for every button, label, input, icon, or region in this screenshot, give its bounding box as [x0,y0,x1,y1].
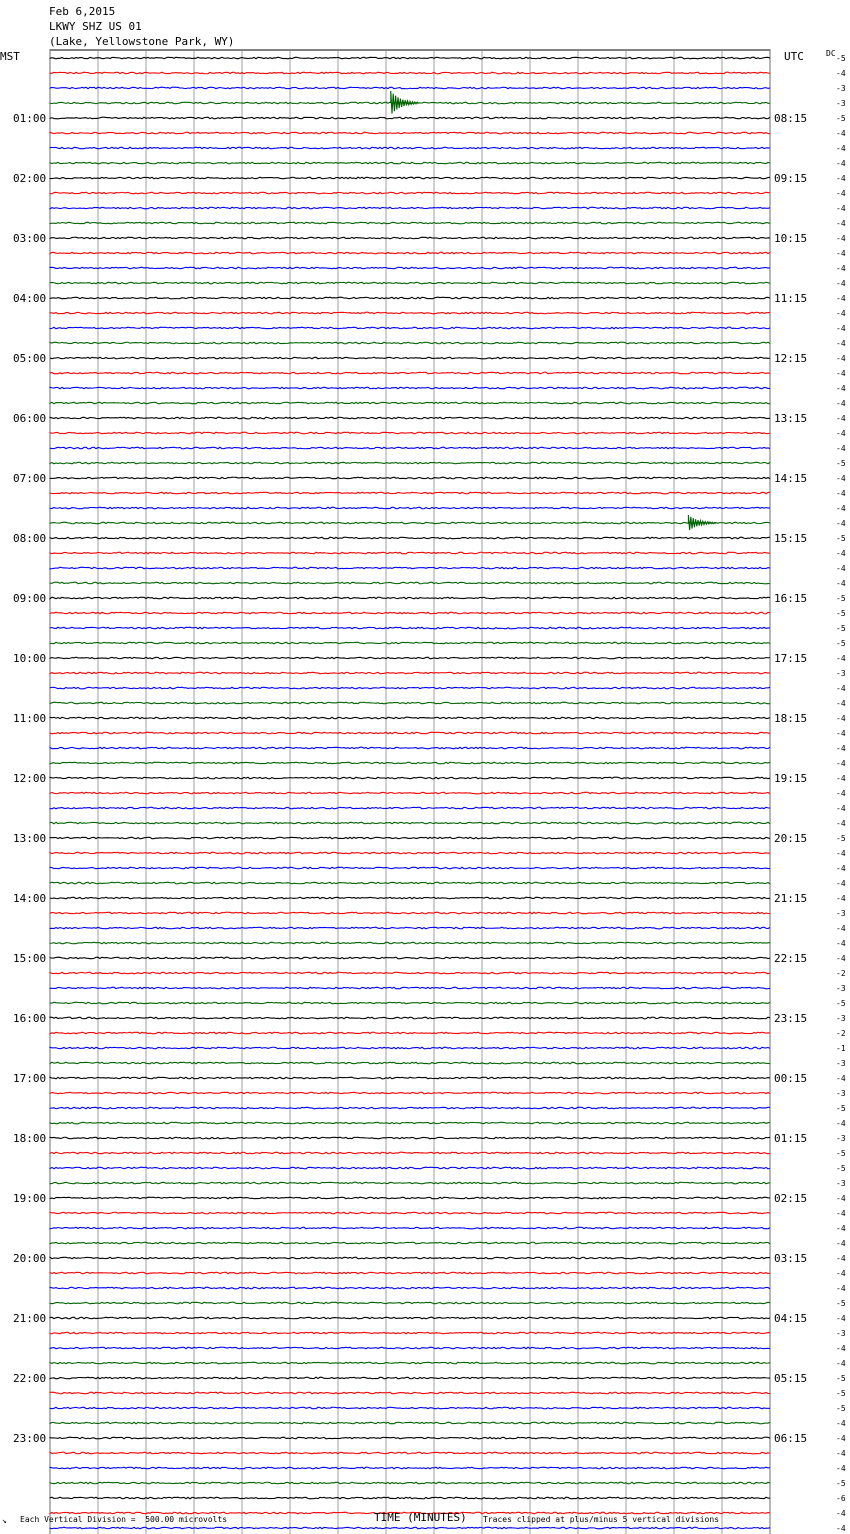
right-hour-label: 13:15 [774,412,808,425]
trace-32 [50,537,770,539]
trace-91 [50,1422,770,1424]
trace-offset-label: -4 [836,1314,846,1323]
right-hour-label: 09:15 [774,172,808,185]
trace-71 [50,1122,770,1124]
right-hour-label: 12:15 [774,352,808,365]
trace-offset-label: -4 [836,744,846,753]
trace-offset-label: -3 [836,84,846,93]
trace-33 [50,552,770,554]
left-hour-label: 06:00 [13,412,47,425]
trace-offset-label: -4 [836,1254,846,1263]
trace-66 [50,1047,770,1049]
trace-61 [50,972,770,974]
trace-offset-label: -4 [836,1419,846,1428]
trace-8 [50,177,770,179]
trace-offset-label: -4 [836,1434,846,1443]
left-hour-label: 16:00 [13,1012,47,1025]
trace-offset-label: -4 [836,684,846,693]
left-hour-label: 12:00 [13,772,47,785]
trace-12 [50,237,770,239]
trace-53 [50,852,770,854]
trace-5 [50,132,770,134]
right-hour-label: 02:15 [774,1192,808,1205]
trace-29 [50,492,770,494]
trace-56 [50,897,770,899]
trace-59 [50,942,770,944]
trace-offset-label: -5 [836,1374,846,1383]
trace-57 [50,912,770,914]
trace-74 [50,1167,770,1169]
dc-label: DC [826,49,836,58]
trace-80 [50,1257,770,1259]
trace-offset-label: -4 [836,1509,846,1518]
trace-6 [50,147,770,149]
trace-offset-label: -4 [836,1209,846,1218]
trace-offset-label: -4 [836,204,846,213]
trace-offset-label: -4 [836,804,846,813]
right-hour-label: 11:15 [774,292,808,305]
left-hour-label: 07:00 [13,472,47,485]
trace-78 [50,1227,770,1229]
trace-49 [50,792,770,794]
trace-offset-label: -4 [836,69,846,78]
trace-offset-label: -4 [836,309,846,318]
trace-13 [50,252,770,254]
trace-offset-label: -3 [836,1014,846,1023]
trace-51 [50,822,770,824]
trace-offset-label: -4 [836,894,846,903]
trace-35 [50,582,770,584]
trace-offset-label: -4 [836,189,846,198]
event-burst-1 [688,515,716,530]
trace-23 [50,402,770,404]
trace-48 [50,777,770,779]
trace-offset-label: -5 [836,594,846,603]
trace-offset-label: -4 [836,1074,846,1083]
left-hour-label: 11:00 [13,712,47,725]
left-hour-label: 15:00 [13,952,47,965]
trace-offset-label: -4 [836,849,846,858]
trace-offset-label: -4 [836,654,846,663]
left-hour-label: 18:00 [13,1132,47,1145]
trace-4 [50,117,770,119]
trace-19 [50,342,770,344]
trace-94 [50,1467,770,1469]
right-hour-label: 04:15 [774,1312,808,1325]
right-hour-label: 20:15 [774,832,808,845]
trace-offset-label: -4 [836,924,846,933]
trace-offset-label: -4 [836,864,846,873]
trace-offset-label: -4 [836,429,846,438]
trace-offset-label: -5 [836,1389,846,1398]
left-hour-label: 13:00 [13,832,47,845]
trace-offset-label: -4 [836,1224,846,1233]
trace-offset-label: -4 [836,249,846,258]
trace-16 [50,297,770,299]
left-hour-label: 23:00 [13,1432,47,1445]
trace-offset-label: -4 [836,954,846,963]
trace-offset-label: -4 [836,879,846,888]
trace-28 [50,477,770,479]
trace-offset-label: -3 [836,909,846,918]
trace-39 [50,642,770,644]
right-hour-label: 15:15 [774,532,808,545]
trace-96 [50,1497,770,1499]
trace-26 [50,447,770,449]
trace-offset-label: -4 [836,369,846,378]
trace-offset-label: -4 [836,489,846,498]
trace-offset-label: -4 [836,384,846,393]
trace-60 [50,957,770,959]
trace-offset-label: -4 [836,564,846,573]
trace-offset-label: -5 [836,54,846,63]
left-hour-label: 19:00 [13,1192,47,1205]
trace-offset-label: -4 [836,1119,846,1128]
trace-offset-label: -5 [836,1404,846,1413]
trace-73 [50,1152,770,1154]
left-hour-label: 08:00 [13,532,47,545]
plot-frame [50,50,770,1534]
trace-offset-label: -4 [836,324,846,333]
trace-15 [50,282,770,284]
trace-offset-label: -5 [836,534,846,543]
trace-offset-label: -4 [836,129,846,138]
trace-58 [50,927,770,929]
trace-offset-label: -4 [836,279,846,288]
trace-offset-label: -3 [836,984,846,993]
trace-offset-label: -4 [836,549,846,558]
trace-46 [50,747,770,749]
location-label: (Lake, Yellowstone Park, WY) [49,35,235,48]
scale-note: Each Vertical Division = 500.00 microvolts [20,1515,228,1524]
trace-offset-label: -4 [836,354,846,363]
trace-offset-label: -4 [836,234,846,243]
right-timezone-label: UTC [784,50,804,63]
event-burst-0 [391,91,419,114]
trace-offset-label: -3 [836,99,846,108]
trace-67 [50,1062,770,1064]
right-hour-label: 06:15 [774,1432,808,1445]
trace-offset-label: -4 [836,1449,846,1458]
trace-98 [50,1527,770,1529]
right-hour-label: 14:15 [774,472,808,485]
left-hour-label: 20:00 [13,1252,47,1265]
left-hour-label: 01:00 [13,112,47,125]
trace-offset-label: -4 [836,1359,846,1368]
trace-18 [50,327,770,329]
trace-offset-label: -2 [836,1029,846,1038]
trace-79 [50,1242,770,1244]
trace-89 [50,1392,770,1394]
trace-offset-label: -4 [836,759,846,768]
trace-93 [50,1452,770,1454]
trace-offset-label: -4 [836,414,846,423]
right-hour-label: 23:15 [774,1012,808,1025]
trace-offset-label: -3 [836,1329,846,1338]
left-hour-label: 22:00 [13,1372,47,1385]
right-hour-label: 21:15 [774,892,808,905]
trace-offset-label: -5 [836,1479,846,1488]
trace-offset-label: -5 [836,1149,846,1158]
right-hour-label: 00:15 [774,1072,808,1085]
trace-84 [50,1317,770,1319]
trace-offset-label: -4 [836,1269,846,1278]
trace-1 [50,72,770,74]
right-hour-label: 16:15 [774,592,808,605]
trace-83 [50,1302,770,1304]
trace-21 [50,372,770,374]
trace-47 [50,762,770,764]
trace-offset-label: -5 [836,1299,846,1308]
left-hour-label: 09:00 [13,592,47,605]
trace-70 [50,1107,770,1109]
trace-87 [50,1362,770,1364]
trace-offset-label: -3 [836,1134,846,1143]
trace-offset-label: -5 [836,624,846,633]
trace-14 [50,267,770,269]
trace-offset-label: -5 [836,639,846,648]
station-label: LKWY SHZ US 01 [49,20,142,33]
trace-43 [50,702,770,704]
trace-offset-label: -4 [836,219,846,228]
trace-offset-label: -5 [836,459,846,468]
trace-52 [50,837,770,839]
trace-offset-label: -4 [836,264,846,273]
left-hour-label: 04:00 [13,292,47,305]
trace-offset-label: -4 [836,339,846,348]
trace-0 [50,57,770,59]
trace-offset-label: -4 [836,1524,846,1533]
left-hour-label: 14:00 [13,892,47,905]
trace-64 [50,1017,770,1019]
trace-11 [50,222,770,224]
trace-27 [50,462,770,464]
trace-offset-label: -4 [836,444,846,453]
trace-72 [50,1137,770,1139]
trace-offset-label: -4 [836,939,846,948]
right-hour-label: 18:15 [774,712,808,725]
trace-44 [50,717,770,719]
trace-offset-label: -4 [836,1284,846,1293]
trace-offset-label: -4 [836,1464,846,1473]
right-hour-label: 01:15 [774,1132,808,1145]
trace-offset-label: -3 [836,1089,846,1098]
clip-note: Traces clipped at plus/minus 5 vertical divisions [483,1515,720,1524]
trace-offset-label: -4 [836,579,846,588]
trace-40 [50,657,770,659]
trace-22 [50,387,770,389]
left-hour-label: 05:00 [13,352,47,365]
trace-37 [50,612,770,614]
trace-offset-label: -5 [836,1164,846,1173]
trace-offset-label: -5 [836,609,846,618]
trace-offset-label: -4 [836,699,846,708]
trace-36 [50,597,770,599]
left-hour-label: 03:00 [13,232,47,245]
right-hour-label: 22:15 [774,952,808,965]
trace-10 [50,207,770,209]
trace-54 [50,867,770,869]
trace-offset-label: -1 [836,1044,846,1053]
right-hour-label: 17:15 [774,652,808,665]
trace-offset-label: -4 [836,174,846,183]
trace-offset-label: -5 [836,1104,846,1113]
trace-88 [50,1377,770,1379]
left-hour-label: 21:00 [13,1312,47,1325]
trace-offset-label: -4 [836,399,846,408]
trace-offset-label: -5 [836,999,846,1008]
left-hour-label: 17:00 [13,1072,47,1085]
trace-offset-label: -3 [836,1059,846,1068]
trace-20 [50,357,770,359]
trace-69 [50,1092,770,1094]
trace-45 [50,732,770,734]
trace-68 [50,1077,770,1079]
trace-offset-label: -4 [836,474,846,483]
trace-31 [50,522,770,524]
trace-offset-label: -5 [836,834,846,843]
trace-offset-label: -4 [836,159,846,168]
right-hour-label: 03:15 [774,1252,808,1265]
trace-offset-label: -4 [836,504,846,513]
trace-offset-label: -4 [836,1194,846,1203]
trace-77 [50,1212,770,1214]
trace-offset-label: -4 [836,774,846,783]
left-hour-label: 02:00 [13,172,47,185]
trace-17 [50,312,770,314]
trace-offset-label: -4 [836,1239,846,1248]
right-hour-label: 19:15 [774,772,808,785]
right-hour-label: 10:15 [774,232,808,245]
trace-offset-label: -5 [836,114,846,123]
trace-9 [50,192,770,194]
trace-25 [50,432,770,434]
trace-offset-label: -4 [836,729,846,738]
x-axis-label: TIME (MINUTES) [374,1511,467,1524]
trace-81 [50,1272,770,1274]
trace-63 [50,1002,770,1004]
trace-7 [50,162,770,164]
left-hour-label: 10:00 [13,652,47,665]
right-hour-label: 08:15 [774,112,808,125]
trace-65 [50,1032,770,1034]
trace-42 [50,687,770,689]
trace-30 [50,507,770,509]
trace-55 [50,882,770,884]
trace-offset-label: -4 [836,294,846,303]
trace-offset-label: -4 [836,519,846,528]
trace-50 [50,807,770,809]
left-timezone-label: MST [0,50,20,63]
trace-82 [50,1287,770,1289]
trace-offset-label: -4 [836,1344,846,1353]
trace-75 [50,1182,770,1184]
trace-92 [50,1437,770,1439]
trace-34 [50,567,770,569]
trace-85 [50,1332,770,1334]
right-hour-label: 05:15 [774,1372,808,1385]
trace-62 [50,987,770,989]
trace-41 [50,672,770,674]
trace-2 [50,87,770,89]
trace-offset-label: -3 [836,669,846,678]
trace-offset-label: -3 [836,1179,846,1188]
trace-offset-label: -4 [836,714,846,723]
trace-90 [50,1407,770,1409]
trace-86 [50,1347,770,1349]
trace-offset-label: -4 [836,819,846,828]
trace-95 [50,1482,770,1484]
trace-38 [50,627,770,629]
trace-offset-label: -4 [836,144,846,153]
corner-mark: ↘ [2,1516,7,1525]
date-label: Feb 6,2015 [49,5,116,18]
trace-offset-label: -6 [836,1494,846,1503]
trace-offset-label: -2 [836,969,846,978]
trace-offset-label: -4 [836,789,846,798]
trace-76 [50,1197,770,1199]
trace-24 [50,417,770,419]
